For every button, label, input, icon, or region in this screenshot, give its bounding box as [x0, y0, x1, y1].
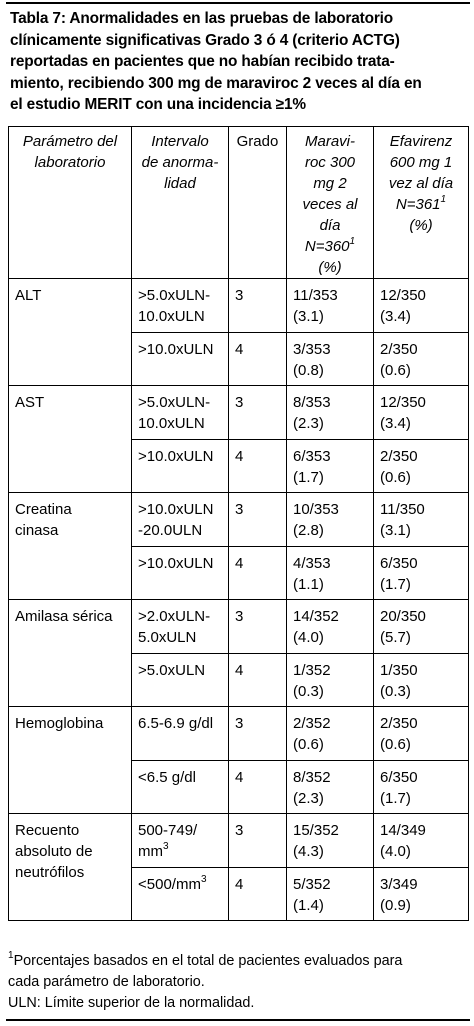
cell-grado: 4	[229, 868, 287, 921]
cell-intervalo: >5.0xULN- 10.0xULN	[132, 386, 229, 440]
cell-intervalo: >10.0xULN	[132, 547, 229, 600]
lab-abnormalities-table	[8, 126, 469, 921]
cell-intervalo: >2.0xULN- 5.0xULN	[132, 600, 229, 654]
cell-maraviroc: 4/353 (1.1)	[287, 547, 374, 600]
title-line: Tabla 7: Anormalidades en las pruebas de laboratorio	[10, 10, 394, 27]
cell-grado: 4	[229, 654, 287, 707]
table-row	[9, 707, 469, 761]
top-rule	[6, 2, 470, 4]
cell-maraviroc: 3/353 (0.8)	[287, 333, 374, 386]
cell-intervalo: 500-749/ $mm^3$	[132, 814, 229, 868]
cell-grado: 4	[229, 761, 287, 814]
table-title	[10, 8, 465, 116]
footnote-line: $^1$Porcentajes basados en el total de pacientes evaluados para	[8, 950, 403, 969]
header-maraviroc: Maravi- roc 300 mg 2 veces al día $N=360^1$ (%)	[287, 127, 374, 279]
footnote	[8, 951, 468, 1014]
cell-maraviroc: 2/352 (0.6)	[287, 707, 374, 761]
cell-intervalo: >10.0xULN	[132, 333, 229, 386]
cell-intervalo: 6.5-6.9 g/dl	[132, 707, 229, 761]
cell-parametro: ALT	[9, 279, 132, 386]
cell-efavirenz: 20/350 (5.7)	[374, 600, 469, 654]
cell-efavirenz: 12/350 (3.4)	[374, 386, 469, 440]
cell-maraviroc: 8/353 (2.3)	[287, 386, 374, 440]
cell-efavirenz: 3/349 (0.9)	[374, 868, 469, 921]
table-row	[9, 279, 469, 333]
header-grado: Grado	[229, 127, 287, 279]
cell-intervalo: >5.0xULN	[132, 654, 229, 707]
cell-parametro: AST	[9, 386, 132, 493]
table-row	[9, 600, 469, 654]
cell-efavirenz: 6/350 (1.7)	[374, 761, 469, 814]
cell-maraviroc: 5/352 (1.4)	[287, 868, 374, 921]
cell-maraviroc: 1/352 (0.3)	[287, 654, 374, 707]
table-row	[9, 386, 469, 440]
cell-intervalo: <6.5 g/dl	[132, 761, 229, 814]
cell-grado: 3	[229, 600, 287, 654]
cell-parametro: Recuento absoluto de neutrófilos	[9, 814, 132, 921]
cell-intervalo: >10.0xULN -20.0ULN	[132, 493, 229, 547]
cell-maraviroc: 11/353 (3.1)	[287, 279, 374, 333]
cell-efavirenz: 2/350 (0.6)	[374, 333, 469, 386]
cell-grado: 3	[229, 493, 287, 547]
header-efavirenz: Efavirenz 600 mg 1 vez al día $N=361^1$ (%)	[374, 127, 469, 279]
cell-efavirenz: 6/350 (1.7)	[374, 547, 469, 600]
title-line: reportadas en pacientes que no habían recibido trata-	[10, 53, 395, 70]
footnote-line: ULN: Límite superior de la normalidad.	[8, 995, 255, 1011]
cell-maraviroc: 14/352 (4.0)	[287, 600, 374, 654]
cell-intervalo: $<500/mm^3$	[132, 868, 229, 921]
cell-efavirenz: 1/350 (0.3)	[374, 654, 469, 707]
cell-maraviroc: 8/352 (2.3)	[287, 761, 374, 814]
cell-intervalo: >10.0xULN	[132, 440, 229, 493]
title-line: el estudio MERIT con una incidencia ≥1%	[10, 96, 306, 113]
cell-intervalo: >5.0xULN- 10.0xULN	[132, 279, 229, 333]
header-intervalo: Intervalo de anorma- lidad	[132, 127, 229, 279]
footnote-line: cada parámetro de laboratorio.	[8, 974, 205, 990]
cell-grado: 3	[229, 279, 287, 333]
cell-parametro: Amilasa sérica	[9, 600, 132, 707]
cell-parametro: Creatina cinasa	[9, 493, 132, 600]
cell-grado: 4	[229, 440, 287, 493]
cell-grado: 4	[229, 547, 287, 600]
title-line: clínicamente significativas Grado 3 ó 4 (criterio ACTG)	[10, 31, 400, 49]
cell-grado: 3	[229, 707, 287, 761]
cell-maraviroc: 15/352 (4.3)	[287, 814, 374, 868]
cell-maraviroc: 10/353 (2.8)	[287, 493, 374, 547]
bottom-rule	[6, 1019, 470, 1021]
cell-grado: 3	[229, 386, 287, 440]
cell-parametro: Hemoglobina	[9, 707, 132, 814]
cell-maraviroc: 6/353 (1.7)	[287, 440, 374, 493]
cell-efavirenz: 11/350 (3.1)	[374, 493, 469, 547]
header-parametro: Parámetro del laboratorio	[9, 127, 132, 279]
cell-efavirenz: 12/350 (3.4)	[374, 279, 469, 333]
cell-grado: 4	[229, 333, 287, 386]
table-row	[9, 814, 469, 868]
table-row	[9, 493, 469, 547]
title-line: miento, recibiendo 300 mg de maraviroc 2 veces al día en	[10, 74, 422, 92]
cell-efavirenz: 14/349 (4.0)	[374, 814, 469, 868]
cell-efavirenz: 2/350 (0.6)	[374, 707, 469, 761]
cell-grado: 3	[229, 814, 287, 868]
header-row	[9, 127, 469, 279]
cell-efavirenz: 2/350 (0.6)	[374, 440, 469, 493]
